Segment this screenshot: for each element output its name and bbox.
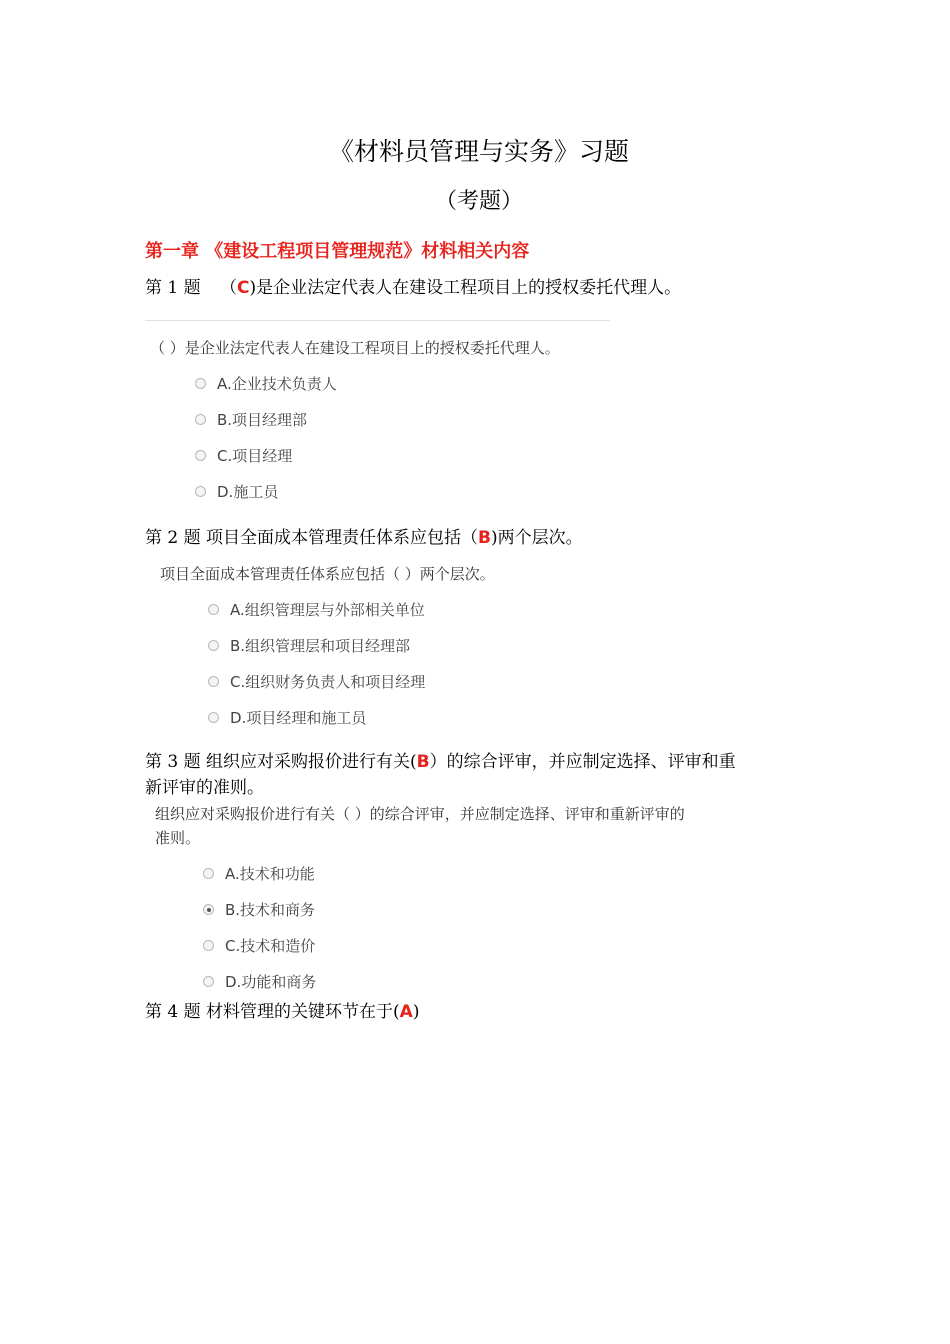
option-d[interactable]: D.施工员	[195, 481, 278, 502]
option-c[interactable]: C.技术和造价	[203, 935, 315, 956]
question-number: 第 4 题	[145, 1002, 201, 1022]
divider-line	[145, 320, 610, 321]
radio-icon[interactable]	[195, 378, 206, 389]
radio-icon[interactable]	[208, 604, 219, 615]
radio-icon[interactable]	[195, 450, 206, 461]
option-b[interactable]: B.组织管理层和项目经理部	[208, 635, 410, 656]
question-1: 第 1 题 （C)是企业法定代表人在建设工程项目上的授权委托代理人。	[145, 278, 682, 298]
question-number: 第 2 题	[145, 528, 201, 548]
option-c[interactable]: C.项目经理	[195, 445, 292, 466]
question-number: 第 3 题	[145, 752, 201, 772]
screenshot-question: 项目全面成本管理责任体系应包括（ ）两个层次。	[160, 565, 495, 583]
option-b[interactable]: B.项目经理部	[195, 409, 307, 430]
question-text: 组织应对采购报价进行有关(	[206, 752, 417, 772]
radio-icon[interactable]	[208, 712, 219, 723]
radio-icon[interactable]	[203, 868, 214, 879]
question-number: 第 1 题	[145, 278, 201, 298]
option-a[interactable]: A.组织管理层与外部相关单位	[208, 599, 425, 620]
question-3-line-2: 新评审的准则。	[145, 778, 264, 798]
radio-icon[interactable]	[203, 976, 214, 987]
question-2: 第 2 题 项目全面成本管理责任体系应包括（B)两个层次。	[145, 528, 583, 548]
option-c[interactable]: C.组织财务负责人和项目经理	[208, 671, 425, 692]
option-d[interactable]: D.项目经理和施工员	[208, 707, 366, 728]
option-d[interactable]: D.功能和商务	[203, 971, 316, 992]
option-a[interactable]: A.企业技术负责人	[195, 373, 337, 394]
radio-icon[interactable]	[203, 940, 214, 951]
radio-icon[interactable]	[208, 640, 219, 651]
option-a[interactable]: A.技术和功能	[203, 863, 315, 884]
radio-icon[interactable]	[195, 414, 206, 425]
answer-mark: C	[237, 278, 250, 298]
question-text: 材料管理的关键环节在于(	[206, 1002, 400, 1022]
option-b[interactable]: B.技术和商务	[203, 899, 315, 920]
screenshot-question: 组织应对采购报价进行有关（ ）的综合评审，并应制定选择、评审和重新评审的	[155, 805, 685, 823]
question-4: 第 4 题 材料管理的关键环节在于(A)	[145, 1002, 420, 1022]
screenshot-question: （ ）是企业法定代表人在建设工程项目上的授权委托代理人。	[150, 339, 560, 357]
document-title: 《材料员管理与实务》习题	[328, 137, 629, 166]
radio-icon[interactable]	[195, 486, 206, 497]
radio-selected-icon[interactable]	[203, 904, 214, 915]
question-text: 是企业法定代表人在建设工程项目上的授权委托代理人。	[256, 278, 682, 298]
radio-icon[interactable]	[208, 676, 219, 687]
chapter-heading: 第一章 《建设工程项目管理规范》材料相关内容	[145, 241, 530, 262]
question-3: 第 3 题 组织应对采购报价进行有关(B）的综合评审，并应制定选择、评审和重	[145, 752, 736, 772]
answer-mark: B	[478, 528, 491, 548]
document-subtitle: （考题）	[434, 189, 523, 214]
question-text: 项目全面成本管理责任体系应包括（	[206, 528, 479, 548]
answer-mark: A	[399, 1002, 413, 1022]
answer-mark: B	[416, 752, 430, 772]
screenshot-question-line-2: 准则。	[155, 829, 201, 847]
